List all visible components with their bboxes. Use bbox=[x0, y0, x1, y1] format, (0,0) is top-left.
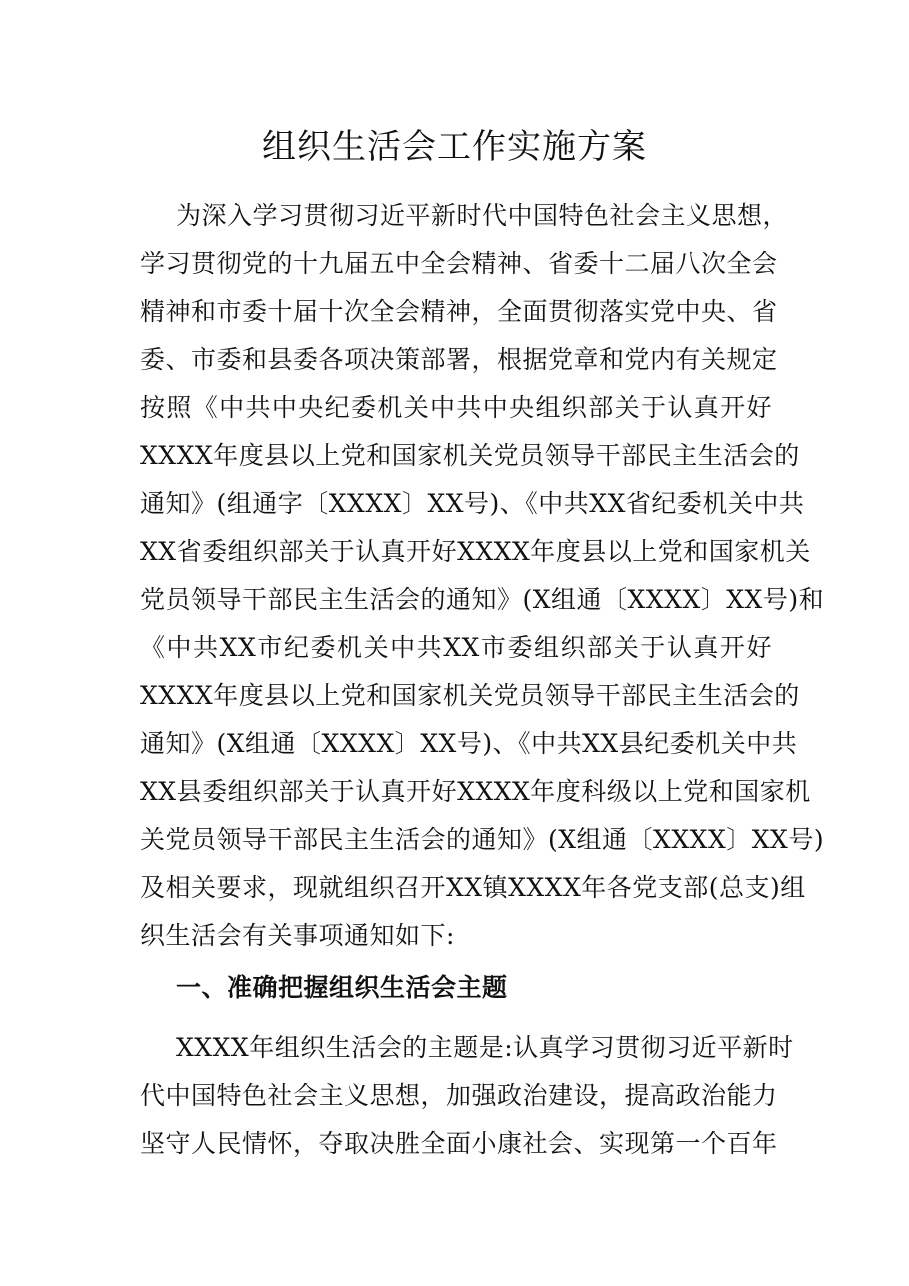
paragraph-line: 《中共XX市纪委机关中共XX市委组织部关于认真开好 bbox=[140, 633, 772, 662]
paragraph-line: 委、市委和县委各项决策部署，根据党章和党内有关规定 bbox=[140, 345, 778, 374]
paragraph-line: 代中国特色社会主义思想，加强政治建设，提高政治能力 bbox=[140, 1081, 778, 1110]
paragraph-line: XXXX年组织生活会的主题是:认真学习贯彻习近平新时 bbox=[176, 1033, 794, 1062]
paragraph-line: 及相关要求，现就组织召开XX镇XXXX年各党支部(总支)组 bbox=[140, 873, 806, 902]
paragraph-line: XX县委组织部关于认真开好XXXX年度科级以上党和国家机 bbox=[140, 777, 811, 806]
intro-paragraph bbox=[140, 192, 825, 960]
paragraph-line: XXXX年度县以上党和国家机关党员领导干部民主生活会的 bbox=[140, 441, 800, 470]
paragraph-line: XXXX年度县以上党和国家机关党员领导干部民主生活会的 bbox=[140, 681, 800, 710]
paragraph-line: 按照《中共中央纪委机关中共中央组织部关于认真开好 bbox=[140, 393, 772, 422]
section-heading: 一、准确把握组织生活会主题 bbox=[176, 973, 508, 1002]
paragraph-line: 织生活会有关事项通知如下: bbox=[140, 921, 455, 950]
document-title: 组织生活会工作实施方案 bbox=[262, 127, 647, 167]
paragraph-line: 精神和市委十届十次全会精神，全面贯彻落实党中央、省 bbox=[140, 297, 778, 326]
paragraph-line: 党员领导干部民主生活会的通知》(X组通〔XXXX〕XX号)和 bbox=[140, 585, 825, 614]
paragraph-line: 通知》(X组通〔XXXX〕XX号)、《中共XX县纪委机关中共 bbox=[140, 729, 798, 758]
paragraph-line: 关党员领导干部民主生活会的通知》(X组通〔XXXX〕XX号) bbox=[140, 825, 825, 854]
paragraph-line: 坚守人民情怀，夺取决胜全面小康社会、实现第一个百年 bbox=[140, 1129, 778, 1158]
paragraph-line: 通知》(组通字〔XXXX〕XX号)、《中共XX省纪委机关中共 bbox=[140, 489, 805, 518]
paragraph-line: 为深入学习贯彻习近平新时代中国特色社会主义思想， bbox=[176, 201, 789, 230]
theme-paragraph bbox=[140, 1024, 794, 1168]
paragraph-line: 学习贯彻党的十九届五中全会精神、省委十二届八次全会 bbox=[140, 249, 778, 278]
paragraph-line: XX省委组织部关于认真开好XXXX年度县以上党和国家机关 bbox=[140, 537, 811, 566]
